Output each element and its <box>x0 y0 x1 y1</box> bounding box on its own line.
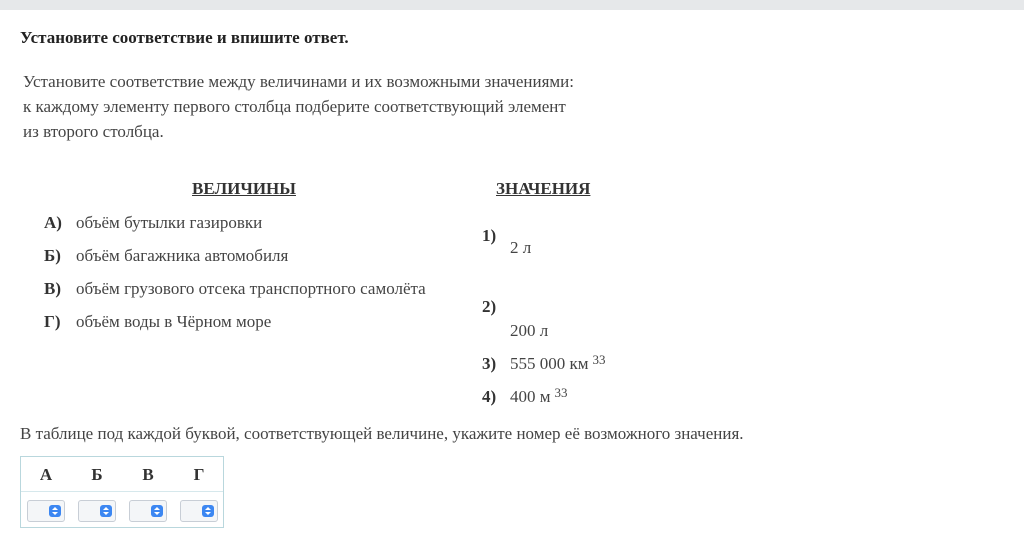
answer-select-v[interactable] <box>129 500 167 522</box>
top-bar <box>0 0 1024 10</box>
quantity-text-g: объём воды в Чёрном море <box>76 312 272 331</box>
quantity-text-a: объём бутылки газировки <box>76 213 263 232</box>
select-arrows-icon <box>151 505 163 517</box>
task-intro <box>23 69 623 144</box>
value-exponent-3: 33 <box>592 352 606 367</box>
intro-line: из второго столбца. <box>23 122 164 141</box>
quantity-text-v: объём грузового отсека транспортного самолёта <box>76 279 426 298</box>
select-arrows-icon <box>202 505 214 517</box>
quantity-letter-a: А) <box>44 213 62 232</box>
value-number-4: 4) <box>482 387 497 406</box>
value-text-1: 2 л <box>510 238 532 257</box>
answer-instruction: В таблице под каждой буквой, соответствующей величине, укажите номер её возможного значения. <box>20 424 744 443</box>
value-text-2: 200 л <box>510 321 549 340</box>
answer-select-b[interactable] <box>78 500 116 522</box>
task-heading: Установите соответствие и впишите ответ. <box>20 28 349 47</box>
answer-header-a: А <box>39 465 53 484</box>
answer-header-b: Б <box>91 465 103 484</box>
quantity-letter-v: В) <box>44 279 61 298</box>
answer-table-header-row <box>21 457 223 492</box>
quantity-letter-g: Г) <box>44 312 61 331</box>
answer-header-g: Г <box>193 465 205 484</box>
select-arrows-icon <box>49 505 61 517</box>
intro-line: Установите соответствие между величинами и их возможными значениями: <box>23 72 574 91</box>
value-number-3: 3) <box>482 354 497 373</box>
quantity-text-b: объём багажника автомобиля <box>76 246 289 265</box>
values-header: ЗНАЧЕНИЯ <box>496 179 591 198</box>
value-text-4: 400 м $^{33}$ <box>510 385 568 406</box>
value-exponent-4: 33 <box>554 385 568 400</box>
value-number-2: 2) <box>482 297 497 316</box>
quantity-letter-b: Б) <box>44 246 61 265</box>
value-text-3: 555 000 км $^{33}$ <box>510 352 606 373</box>
answer-select-g[interactable] <box>180 500 218 522</box>
intro-line: к каждому элементу первого столбца подберите соответствующий элемент <box>23 97 566 116</box>
select-arrows-icon <box>100 505 112 517</box>
value-number-1: 1) <box>482 226 497 245</box>
answer-select-a[interactable] <box>27 500 65 522</box>
quantities-header: ВЕЛИЧИНЫ <box>192 179 296 198</box>
answer-header-v: В <box>142 465 154 484</box>
